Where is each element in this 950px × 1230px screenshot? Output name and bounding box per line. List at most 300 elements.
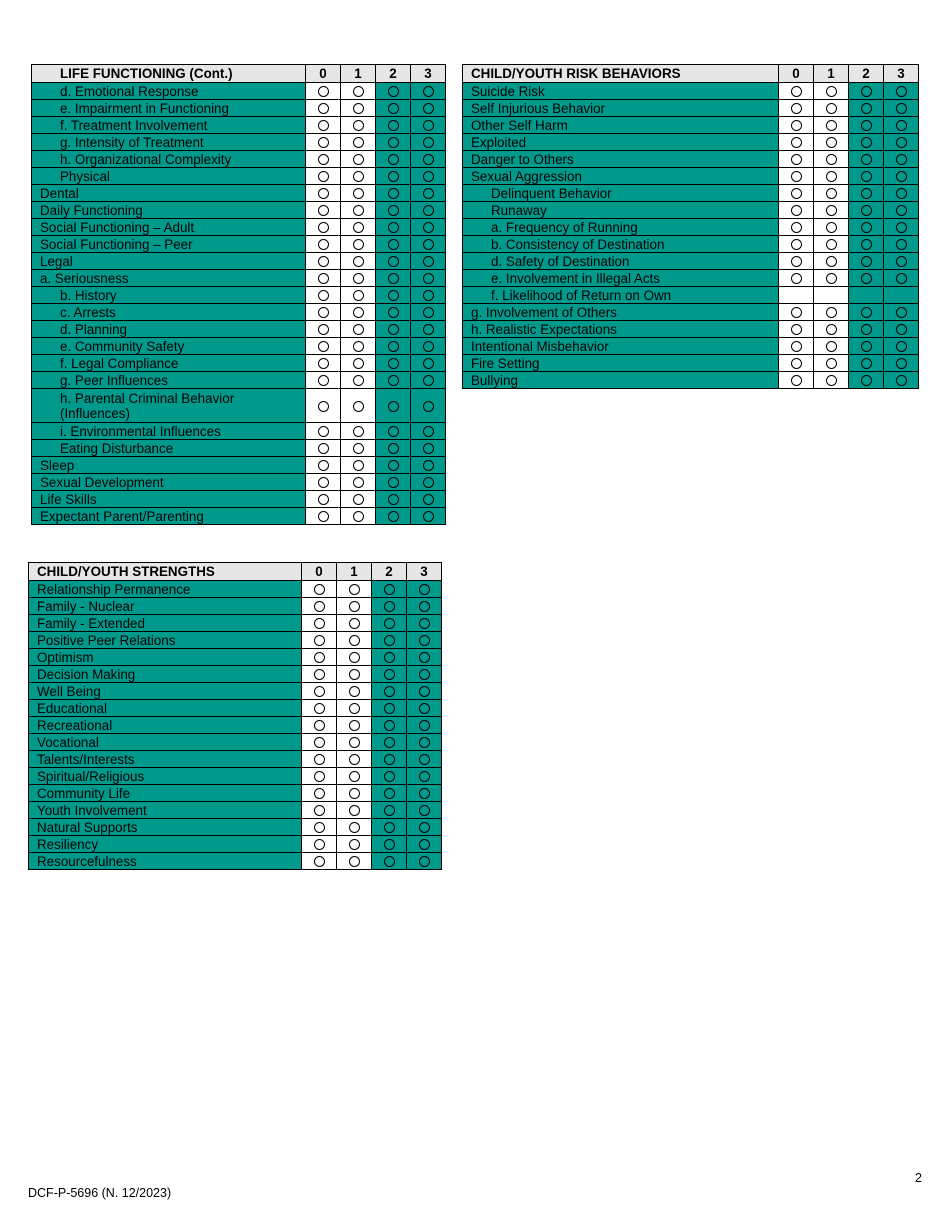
rating-radio-0[interactable] bbox=[318, 256, 329, 267]
rating-radio-2[interactable] bbox=[384, 601, 395, 612]
rating-radio-2[interactable] bbox=[388, 171, 399, 182]
rating-radio-0[interactable] bbox=[318, 324, 329, 335]
rating-cell-0 bbox=[302, 666, 337, 683]
scale-2-header: 2 bbox=[372, 563, 407, 581]
rating-radio-1[interactable] bbox=[353, 290, 364, 301]
rating-radio-1[interactable] bbox=[353, 401, 364, 412]
rating-cell-0 bbox=[302, 632, 337, 649]
rating-radio-3[interactable] bbox=[419, 737, 430, 748]
rating-radio-3[interactable] bbox=[423, 290, 434, 301]
rating-radio-0[interactable] bbox=[791, 324, 802, 335]
rating-radio-3[interactable] bbox=[423, 86, 434, 97]
table-row bbox=[29, 751, 442, 768]
rating-radio-2[interactable] bbox=[861, 358, 872, 369]
rating-cell-0 bbox=[306, 219, 341, 236]
item-label: Resourcefulness bbox=[29, 853, 302, 870]
rating-cell-1 bbox=[341, 457, 376, 474]
rating-radio-3[interactable] bbox=[419, 805, 430, 816]
rating-cell-2 bbox=[376, 100, 411, 117]
rating-radio-3[interactable] bbox=[896, 358, 907, 369]
rating-radio-2[interactable] bbox=[388, 188, 399, 199]
item-label: Suicide Risk bbox=[463, 83, 779, 100]
rating-radio-1[interactable] bbox=[826, 358, 837, 369]
rating-radio-3[interactable] bbox=[423, 511, 434, 522]
table-row bbox=[32, 491, 446, 508]
rating-radio-3[interactable] bbox=[896, 188, 907, 199]
rating-cell-2 bbox=[849, 168, 884, 185]
rating-radio-2[interactable] bbox=[388, 154, 399, 165]
rating-radio-2[interactable] bbox=[388, 239, 399, 250]
rating-cell-3 bbox=[407, 751, 442, 768]
rating-radio-2[interactable] bbox=[384, 839, 395, 850]
rating-radio-2[interactable] bbox=[384, 771, 395, 782]
rating-radio-1[interactable] bbox=[353, 443, 364, 454]
rating-radio-1[interactable] bbox=[353, 273, 364, 284]
rating-cell-2 bbox=[376, 491, 411, 508]
rating-radio-1[interactable] bbox=[353, 188, 364, 199]
rating-radio-0[interactable] bbox=[314, 771, 325, 782]
rating-radio-1[interactable] bbox=[353, 375, 364, 386]
rating-radio-1[interactable] bbox=[353, 511, 364, 522]
rating-cell-1 bbox=[814, 253, 849, 270]
rating-radio-0[interactable] bbox=[318, 443, 329, 454]
rating-radio-1[interactable] bbox=[349, 737, 360, 748]
rating-radio-2[interactable] bbox=[861, 307, 872, 318]
rating-radio-1[interactable] bbox=[353, 86, 364, 97]
rating-radio-0[interactable] bbox=[314, 703, 325, 714]
rating-radio-0[interactable] bbox=[318, 341, 329, 352]
rating-radio-2[interactable] bbox=[388, 307, 399, 318]
rating-radio-2[interactable] bbox=[861, 86, 872, 97]
rating-radio-0[interactable] bbox=[314, 686, 325, 697]
rating-radio-3[interactable] bbox=[423, 239, 434, 250]
rating-radio-0[interactable] bbox=[791, 120, 802, 131]
rating-radio-2[interactable] bbox=[861, 239, 872, 250]
rating-cell-2 bbox=[372, 734, 407, 751]
rating-cell-0 bbox=[306, 491, 341, 508]
rating-radio-2[interactable] bbox=[861, 154, 872, 165]
rating-radio-2[interactable] bbox=[388, 86, 399, 97]
rating-radio-0[interactable] bbox=[318, 273, 329, 284]
rating-radio-0[interactable] bbox=[318, 511, 329, 522]
rating-radio-0[interactable] bbox=[318, 103, 329, 114]
rating-radio-1[interactable] bbox=[349, 856, 360, 867]
rating-radio-3[interactable] bbox=[423, 460, 434, 471]
rating-radio-0[interactable] bbox=[314, 601, 325, 612]
rating-radio-0[interactable] bbox=[791, 307, 802, 318]
rating-radio-2[interactable] bbox=[861, 103, 872, 114]
rating-radio-3[interactable] bbox=[896, 154, 907, 165]
rating-cell-2 bbox=[376, 202, 411, 219]
rating-radio-2[interactable] bbox=[861, 324, 872, 335]
rating-radio-2[interactable] bbox=[861, 188, 872, 199]
rating-radio-3[interactable] bbox=[423, 120, 434, 131]
rating-radio-0[interactable] bbox=[318, 188, 329, 199]
rating-cell-0 bbox=[306, 151, 341, 168]
rating-radio-3[interactable] bbox=[423, 401, 434, 412]
rating-radio-1[interactable] bbox=[826, 154, 837, 165]
table-row bbox=[32, 338, 446, 355]
rating-radio-2[interactable] bbox=[384, 652, 395, 663]
rating-radio-1[interactable] bbox=[826, 222, 837, 233]
rating-cell-3 bbox=[884, 372, 919, 389]
rating-radio-3[interactable] bbox=[896, 103, 907, 114]
rating-radio-0[interactable] bbox=[791, 188, 802, 199]
rating-radio-0[interactable] bbox=[318, 426, 329, 437]
rating-radio-2[interactable] bbox=[388, 256, 399, 267]
rating-radio-2[interactable] bbox=[384, 703, 395, 714]
rating-radio-2[interactable] bbox=[384, 737, 395, 748]
scale-0-header: 0 bbox=[302, 563, 337, 581]
rating-radio-1[interactable] bbox=[826, 307, 837, 318]
rating-radio-3[interactable] bbox=[896, 205, 907, 216]
rating-radio-3[interactable] bbox=[419, 754, 430, 765]
rating-radio-2[interactable] bbox=[861, 171, 872, 182]
rating-radio-2[interactable] bbox=[388, 222, 399, 233]
rating-radio-1[interactable] bbox=[826, 324, 837, 335]
rating-radio-1[interactable] bbox=[826, 256, 837, 267]
rating-cell-0 bbox=[302, 598, 337, 615]
rating-radio-3[interactable] bbox=[423, 256, 434, 267]
rating-radio-2[interactable] bbox=[861, 341, 872, 352]
rating-radio-0[interactable] bbox=[314, 618, 325, 629]
rating-radio-1[interactable] bbox=[349, 703, 360, 714]
rating-radio-3[interactable] bbox=[896, 86, 907, 97]
item-label: b. Consistency of Destination bbox=[463, 236, 779, 253]
rating-radio-2[interactable] bbox=[388, 477, 399, 488]
rating-radio-0[interactable] bbox=[314, 788, 325, 799]
rating-radio-3[interactable] bbox=[896, 222, 907, 233]
rating-radio-0[interactable] bbox=[318, 171, 329, 182]
rating-radio-1[interactable] bbox=[353, 222, 364, 233]
rating-radio-1[interactable] bbox=[353, 256, 364, 267]
rating-radio-1[interactable] bbox=[826, 239, 837, 250]
rating-radio-1[interactable] bbox=[826, 273, 837, 284]
rating-radio-0[interactable] bbox=[791, 341, 802, 352]
rating-radio-3[interactable] bbox=[423, 188, 434, 199]
rating-radio-2[interactable] bbox=[388, 120, 399, 131]
rating-radio-1[interactable] bbox=[353, 307, 364, 318]
rating-cell-3 bbox=[884, 134, 919, 151]
rating-radio-1[interactable] bbox=[353, 239, 364, 250]
rating-radio-0[interactable] bbox=[791, 171, 802, 182]
rating-radio-2[interactable] bbox=[388, 290, 399, 301]
rating-radio-2[interactable] bbox=[384, 720, 395, 731]
rating-cell-2 bbox=[849, 321, 884, 338]
rating-radio-2[interactable] bbox=[861, 256, 872, 267]
item-label: Legal bbox=[32, 253, 306, 270]
rating-radio-2[interactable] bbox=[388, 273, 399, 284]
rating-radio-3[interactable] bbox=[896, 256, 907, 267]
rating-radio-2[interactable] bbox=[861, 273, 872, 284]
rating-radio-2[interactable] bbox=[384, 635, 395, 646]
rating-radio-3[interactable] bbox=[419, 839, 430, 850]
rating-radio-1[interactable] bbox=[349, 839, 360, 850]
rating-radio-2[interactable] bbox=[388, 103, 399, 114]
rating-radio-0[interactable] bbox=[318, 375, 329, 386]
rating-radio-0[interactable] bbox=[314, 652, 325, 663]
item-label: Family - Extended bbox=[29, 615, 302, 632]
rating-radio-0[interactable] bbox=[318, 120, 329, 131]
rating-radio-2[interactable] bbox=[388, 426, 399, 437]
rating-radio-3[interactable] bbox=[419, 856, 430, 867]
rating-radio-1[interactable] bbox=[353, 120, 364, 131]
rating-radio-1[interactable] bbox=[353, 358, 364, 369]
rating-cell-3 bbox=[411, 457, 446, 474]
item-label: Youth Involvement bbox=[29, 802, 302, 819]
rating-radio-3[interactable] bbox=[419, 635, 430, 646]
rating-cell-1 bbox=[337, 700, 372, 717]
scale-1-header: 1 bbox=[337, 563, 372, 581]
rating-radio-2[interactable] bbox=[388, 341, 399, 352]
rating-radio-0[interactable] bbox=[314, 584, 325, 595]
rating-radio-3[interactable] bbox=[419, 618, 430, 629]
rating-radio-0[interactable] bbox=[318, 307, 329, 318]
rating-radio-1[interactable] bbox=[349, 584, 360, 595]
rating-radio-1[interactable] bbox=[353, 137, 364, 148]
rating-radio-2[interactable] bbox=[384, 754, 395, 765]
table-row bbox=[463, 219, 919, 236]
rating-cell-0 bbox=[306, 304, 341, 321]
rating-radio-1[interactable] bbox=[349, 754, 360, 765]
rating-cell-2 bbox=[376, 372, 411, 389]
rating-radio-3[interactable] bbox=[419, 584, 430, 595]
rating-cell-0 bbox=[779, 185, 814, 202]
rating-radio-3[interactable] bbox=[423, 103, 434, 114]
rating-cell-3 bbox=[411, 83, 446, 100]
rating-radio-0[interactable] bbox=[318, 137, 329, 148]
rating-radio-0[interactable] bbox=[318, 86, 329, 97]
rating-radio-3[interactable] bbox=[419, 771, 430, 782]
rating-radio-2[interactable] bbox=[861, 205, 872, 216]
rating-radio-2[interactable] bbox=[384, 822, 395, 833]
rating-radio-0[interactable] bbox=[314, 805, 325, 816]
rating-radio-3[interactable] bbox=[896, 273, 907, 284]
rating-radio-3[interactable] bbox=[419, 822, 430, 833]
rating-radio-2[interactable] bbox=[388, 137, 399, 148]
rating-cell-2 bbox=[376, 338, 411, 355]
rating-radio-3[interactable] bbox=[423, 273, 434, 284]
rating-radio-2[interactable] bbox=[388, 205, 399, 216]
rating-radio-0[interactable] bbox=[314, 754, 325, 765]
rating-radio-1[interactable] bbox=[353, 341, 364, 352]
rating-cell-0 bbox=[306, 287, 341, 304]
rating-cell-3 bbox=[884, 185, 919, 202]
rating-cell-1 bbox=[341, 185, 376, 202]
rating-radio-0[interactable] bbox=[318, 154, 329, 165]
rating-radio-3[interactable] bbox=[419, 703, 430, 714]
rating-radio-1[interactable] bbox=[353, 205, 364, 216]
rating-radio-2[interactable] bbox=[384, 669, 395, 680]
rating-cell-1 bbox=[337, 751, 372, 768]
rating-radio-2[interactable] bbox=[861, 222, 872, 233]
rating-radio-0[interactable] bbox=[318, 477, 329, 488]
rating-radio-2[interactable] bbox=[861, 137, 872, 148]
rating-cell-3 bbox=[884, 83, 919, 100]
rating-radio-3[interactable] bbox=[419, 652, 430, 663]
rating-radio-3[interactable] bbox=[419, 788, 430, 799]
rating-radio-3[interactable] bbox=[896, 137, 907, 148]
rating-radio-2[interactable] bbox=[861, 375, 872, 386]
rating-radio-1[interactable] bbox=[353, 154, 364, 165]
rating-radio-3[interactable] bbox=[423, 494, 434, 505]
rating-radio-1[interactable] bbox=[349, 652, 360, 663]
rating-radio-1[interactable] bbox=[349, 669, 360, 680]
rating-radio-0[interactable] bbox=[791, 256, 802, 267]
rating-radio-1[interactable] bbox=[349, 601, 360, 612]
table-row bbox=[32, 202, 446, 219]
rating-cell-1 bbox=[814, 270, 849, 287]
rating-radio-3[interactable] bbox=[423, 443, 434, 454]
rating-radio-0[interactable] bbox=[318, 401, 329, 412]
table-row bbox=[29, 581, 442, 598]
rating-radio-0[interactable] bbox=[314, 635, 325, 646]
rating-radio-2[interactable] bbox=[388, 494, 399, 505]
rating-radio-2[interactable] bbox=[384, 618, 395, 629]
rating-radio-3[interactable] bbox=[419, 686, 430, 697]
table-row bbox=[32, 219, 446, 236]
rating-radio-3[interactable] bbox=[419, 669, 430, 680]
rating-radio-1[interactable] bbox=[353, 460, 364, 471]
table-row bbox=[32, 355, 446, 372]
rating-radio-3[interactable] bbox=[423, 477, 434, 488]
rating-radio-0[interactable] bbox=[791, 273, 802, 284]
rating-radio-0[interactable] bbox=[791, 103, 802, 114]
table-row bbox=[463, 372, 919, 389]
rating-radio-3[interactable] bbox=[423, 137, 434, 148]
rating-radio-3[interactable] bbox=[423, 222, 434, 233]
rating-cell-3 bbox=[407, 836, 442, 853]
rating-radio-1[interactable] bbox=[826, 171, 837, 182]
rating-radio-1[interactable] bbox=[353, 324, 364, 335]
rating-radio-2[interactable] bbox=[384, 788, 395, 799]
rating-radio-1[interactable] bbox=[353, 171, 364, 182]
rating-cell-2 bbox=[372, 700, 407, 717]
rating-radio-0[interactable] bbox=[791, 86, 802, 97]
rating-radio-3[interactable] bbox=[423, 324, 434, 335]
rating-radio-3[interactable] bbox=[896, 324, 907, 335]
rating-radio-1[interactable] bbox=[349, 618, 360, 629]
rating-radio-3[interactable] bbox=[896, 375, 907, 386]
rating-radio-2[interactable] bbox=[388, 443, 399, 454]
rating-radio-1[interactable] bbox=[826, 86, 837, 97]
rating-radio-1[interactable] bbox=[826, 188, 837, 199]
rating-radio-3[interactable] bbox=[423, 205, 434, 216]
rating-radio-3[interactable] bbox=[896, 239, 907, 250]
rating-cell-2 bbox=[376, 253, 411, 270]
rating-radio-0[interactable] bbox=[314, 822, 325, 833]
rating-radio-2[interactable] bbox=[384, 856, 395, 867]
rating-cell-3 bbox=[411, 134, 446, 151]
rating-radio-3[interactable] bbox=[419, 720, 430, 731]
rating-radio-1[interactable] bbox=[349, 788, 360, 799]
rating-radio-0[interactable] bbox=[314, 737, 325, 748]
rating-radio-1[interactable] bbox=[349, 720, 360, 731]
rating-radio-3[interactable] bbox=[423, 341, 434, 352]
rating-radio-3[interactable] bbox=[419, 601, 430, 612]
rating-radio-1[interactable] bbox=[826, 103, 837, 114]
rating-radio-0[interactable] bbox=[791, 137, 802, 148]
rating-radio-1[interactable] bbox=[349, 805, 360, 816]
rating-radio-0[interactable] bbox=[314, 669, 325, 680]
rating-radio-0[interactable] bbox=[318, 358, 329, 369]
rating-radio-1[interactable] bbox=[349, 822, 360, 833]
rating-radio-1[interactable] bbox=[826, 341, 837, 352]
rating-radio-0[interactable] bbox=[318, 460, 329, 471]
rating-radio-1[interactable] bbox=[349, 686, 360, 697]
rating-cell-1 bbox=[814, 151, 849, 168]
rating-radio-0[interactable] bbox=[791, 239, 802, 250]
rating-radio-0[interactable] bbox=[318, 494, 329, 505]
rating-radio-1[interactable] bbox=[826, 205, 837, 216]
rating-radio-2[interactable] bbox=[388, 460, 399, 471]
rating-radio-2[interactable] bbox=[388, 358, 399, 369]
rating-radio-2[interactable] bbox=[384, 584, 395, 595]
rating-radio-3[interactable] bbox=[423, 426, 434, 437]
rating-cell-3 bbox=[411, 423, 446, 440]
rating-radio-0[interactable] bbox=[318, 290, 329, 301]
item-label: d. Safety of Destination bbox=[463, 253, 779, 270]
rating-radio-3[interactable] bbox=[896, 120, 907, 131]
rating-radio-2[interactable] bbox=[861, 120, 872, 131]
rating-radio-1[interactable] bbox=[826, 120, 837, 131]
rating-radio-3[interactable] bbox=[423, 358, 434, 369]
item-label: Dental bbox=[32, 185, 306, 202]
rating-radio-1[interactable] bbox=[353, 477, 364, 488]
table-row bbox=[32, 423, 446, 440]
rating-radio-0[interactable] bbox=[791, 375, 802, 386]
table-row bbox=[32, 83, 446, 100]
rating-radio-2[interactable] bbox=[388, 375, 399, 386]
rating-radio-1[interactable] bbox=[826, 137, 837, 148]
rating-radio-0[interactable] bbox=[791, 205, 802, 216]
rating-radio-0[interactable] bbox=[318, 205, 329, 216]
rating-radio-0[interactable] bbox=[314, 839, 325, 850]
rating-cell-0 bbox=[779, 253, 814, 270]
rating-radio-3[interactable] bbox=[423, 375, 434, 386]
rating-radio-0[interactable] bbox=[318, 239, 329, 250]
rating-radio-3[interactable] bbox=[896, 307, 907, 318]
rating-cell-0 bbox=[306, 185, 341, 202]
scale-0-header: 0 bbox=[306, 65, 341, 83]
rating-radio-1[interactable] bbox=[826, 375, 837, 386]
rating-radio-0[interactable] bbox=[318, 222, 329, 233]
rating-radio-0[interactable] bbox=[791, 154, 802, 165]
rating-cell-0 bbox=[302, 649, 337, 666]
rating-radio-3[interactable] bbox=[423, 307, 434, 318]
rating-radio-2[interactable] bbox=[388, 324, 399, 335]
rating-radio-0[interactable] bbox=[314, 720, 325, 731]
rating-radio-1[interactable] bbox=[353, 426, 364, 437]
rating-radio-1[interactable] bbox=[353, 103, 364, 114]
rating-cell-2 bbox=[376, 457, 411, 474]
rating-cell-2 bbox=[372, 615, 407, 632]
rating-radio-1[interactable] bbox=[349, 635, 360, 646]
rating-radio-3[interactable] bbox=[896, 341, 907, 352]
rating-radio-0[interactable] bbox=[314, 856, 325, 867]
rating-radio-2[interactable] bbox=[388, 511, 399, 522]
rating-radio-1[interactable] bbox=[353, 494, 364, 505]
rating-radio-2[interactable] bbox=[384, 805, 395, 816]
rating-radio-3[interactable] bbox=[423, 171, 434, 182]
rating-radio-3[interactable] bbox=[423, 154, 434, 165]
rating-radio-0[interactable] bbox=[791, 222, 802, 233]
rating-radio-1[interactable] bbox=[349, 771, 360, 782]
rating-radio-0[interactable] bbox=[791, 358, 802, 369]
rating-radio-2[interactable] bbox=[388, 401, 399, 412]
rating-radio-2[interactable] bbox=[384, 686, 395, 697]
rating-radio-3[interactable] bbox=[896, 171, 907, 182]
